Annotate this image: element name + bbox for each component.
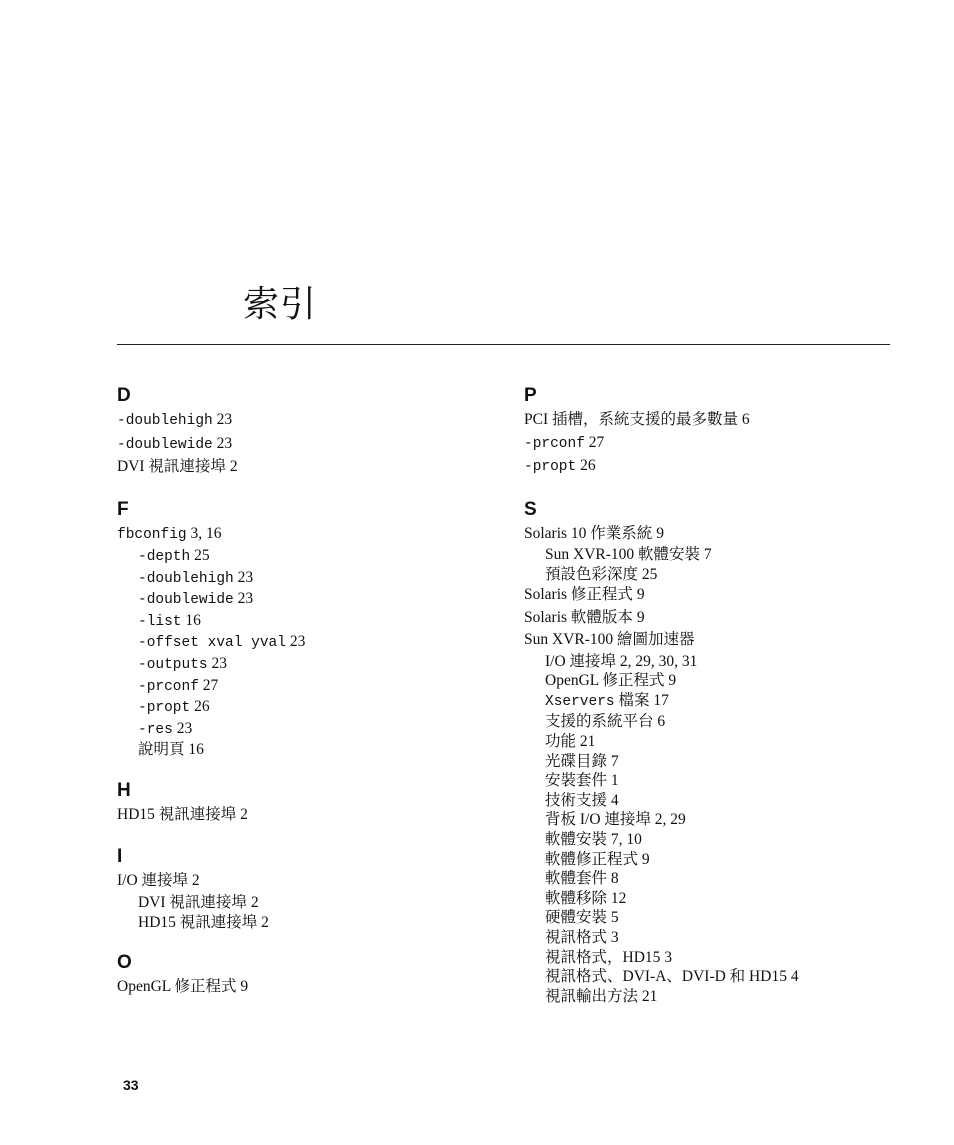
index-page-refs: 23 [237, 568, 254, 586]
index-term: -doublewide [117, 436, 213, 453]
index-section-o [117, 952, 507, 999]
index-page-refs: 4 [610, 791, 619, 809]
index-page-refs: 27 [588, 433, 605, 451]
index-term: -list [138, 613, 182, 630]
index-subentry [524, 889, 944, 909]
index-subentry [117, 546, 507, 568]
index-page-refs: 25 [194, 547, 210, 564]
index-subentry [524, 869, 944, 889]
index-page-refs: 3 [664, 948, 673, 966]
index-page-refs: 23 [216, 411, 233, 428]
index-term: PCI 插槽，系統支援的最多數量 [524, 411, 738, 428]
index-subentry [117, 568, 507, 590]
index-term: Solaris 修正程式 [524, 586, 633, 604]
index-term: 功能 [545, 733, 577, 751]
index-page-refs: 7 [610, 752, 619, 770]
index-term: 視訊格式、DVI-A、DVI-D 和 HD15 [545, 968, 787, 986]
index-page-refs: 6 [657, 713, 666, 731]
index-section-h [117, 780, 507, 827]
index-page-refs: 2 [261, 913, 269, 931]
index-page-refs: 9 [240, 978, 249, 996]
index-term: -doublehigh [117, 413, 213, 429]
index-column-left [117, 385, 507, 1019]
index-term: I/O 連接埠 [117, 872, 189, 890]
index-page-refs: 4 [790, 968, 799, 986]
index-term: 視訊格式，HD15 [545, 948, 661, 966]
index-term: fbconfig [117, 526, 187, 543]
index-subentry [524, 771, 944, 791]
index-term: HD15 視訊連接埠 [117, 805, 237, 823]
index-section-d [117, 385, 507, 479]
index-entry [524, 409, 944, 432]
index-entry [117, 409, 507, 433]
index-term: 軟體移除 [545, 889, 608, 907]
index-subentry [524, 791, 944, 811]
index-subentry [524, 652, 944, 672]
index-term: 技術支援 [545, 791, 608, 809]
index-section-f [117, 499, 507, 760]
index-entry [524, 584, 944, 607]
index-term: 硬體安裝 [545, 909, 608, 927]
index-term: -prconf [524, 435, 585, 452]
index-term: 視訊輸出方法 [545, 987, 639, 1005]
section-letter: P [524, 385, 537, 406]
index-entry [117, 870, 507, 893]
index-subentry [524, 928, 944, 948]
index-term: 說明頁 [138, 741, 185, 759]
index-subentry [524, 732, 944, 752]
index-entry [524, 607, 944, 630]
section-letter: S [524, 498, 537, 520]
index-subentry [117, 632, 507, 654]
index-term: 光碟目錄 [545, 752, 608, 770]
index-term: 視訊格式 [545, 929, 608, 946]
index-term: I/O 連接埠 [545, 652, 617, 670]
index-subentry [524, 850, 944, 870]
index-page-refs: 17 [653, 691, 669, 709]
index-term: OpenGL 修正程式 [117, 978, 237, 996]
index-term: DVI 視訊連接埠 [117, 458, 226, 475]
index-page-refs: 2 [191, 872, 200, 890]
index-page-refs: 25 [641, 565, 658, 583]
index-page-refs: 7, 10 [610, 831, 642, 849]
page-title: 索引 [243, 284, 318, 326]
index-term: DVI 視訊連接埠 [138, 893, 247, 911]
index-subentry [524, 691, 944, 713]
index-page-refs: 23 [216, 434, 233, 452]
index-subentry [524, 752, 944, 772]
index-page-refs: 3 [610, 929, 619, 946]
index-page-refs: 23 [289, 633, 306, 651]
index-page-refs: 16 [185, 611, 201, 629]
index-subentry [117, 719, 507, 741]
index-page-refs: 1 [610, 772, 619, 790]
index-term: Solaris 軟體版本 [524, 608, 633, 626]
index-term-suffix: 檔案 [614, 691, 650, 709]
section-letter: D [117, 385, 131, 406]
index-page-refs: 9 [641, 850, 650, 868]
index-entry [117, 804, 507, 827]
index-page-refs: 26 [194, 698, 210, 716]
index-page-refs: 2 [240, 805, 248, 823]
page-number: 33 [123, 1077, 139, 1093]
index-subentry [524, 830, 944, 850]
index-column-right [524, 385, 944, 1026]
index-subentry [524, 712, 944, 732]
index-term: OpenGL 修正程式 [545, 672, 665, 690]
index-page-refs: 6 [741, 411, 750, 428]
index-subentry [524, 987, 944, 1007]
index-term: 預設色彩深度 [545, 565, 639, 583]
index-page-refs: 3, 16 [190, 524, 222, 542]
index-entry [524, 455, 944, 479]
index-entry [524, 523, 944, 546]
index-page-refs: 23 [176, 719, 193, 737]
index-section-p [524, 385, 944, 479]
index-term: -doublehigh [138, 570, 234, 587]
index-term: Solaris 10 作業系統 [524, 524, 653, 542]
index-subentry [117, 611, 507, 633]
index-page-refs: 9 [668, 672, 677, 690]
index-subentry [117, 654, 507, 676]
index-page-refs: 7 [703, 546, 712, 563]
index-page-refs: 23 [237, 590, 254, 608]
index-term: -outputs [138, 656, 208, 673]
index-entry [117, 523, 507, 547]
index-section-s [524, 499, 944, 1007]
index-subentry [524, 948, 944, 968]
index-page-refs: 21 [641, 987, 658, 1005]
section-letter: F [117, 498, 129, 520]
index-page-refs: 9 [636, 608, 645, 626]
index-term: 軟體修正程式 [545, 850, 639, 868]
index-entry [524, 432, 944, 456]
index-term: -offset xval yval [138, 635, 286, 652]
index-subentry [524, 908, 944, 928]
index-subentry [524, 545, 944, 565]
index-term: Sun XVR-100 繪圖加速器 [524, 631, 695, 649]
index-entry [117, 433, 507, 457]
index-page-refs: 26 [580, 457, 596, 474]
index-page-refs: 2, 29, 30, 31 [619, 652, 698, 670]
index-entry [117, 976, 507, 999]
index-page-refs: 8 [610, 870, 619, 888]
index-entry [524, 629, 944, 652]
index-page-refs: 2 [229, 458, 238, 475]
index-page-refs: 2 [250, 893, 259, 911]
section-letter: O [117, 952, 132, 974]
section-letter: H [117, 779, 131, 801]
index-term: -doublewide [138, 592, 234, 609]
index-subentry [524, 810, 944, 830]
index-subentry [117, 697, 507, 719]
index-subentry [117, 676, 507, 698]
index-page-refs: 12 [610, 889, 627, 907]
index-term: 支援的系統平台 [545, 713, 654, 731]
index-section-i [117, 846, 507, 932]
index-term: 背板 I/O 連接埠 [545, 811, 651, 829]
index-term: 軟體安裝 [545, 831, 608, 849]
index-term: 軟體套件 [545, 870, 608, 888]
index-entry [117, 456, 507, 479]
index-term: -res [138, 721, 173, 738]
index-term: HD15 視訊連接埠 [138, 913, 258, 931]
index-subentry [117, 893, 507, 913]
index-term: -propt [524, 459, 577, 475]
index-page-refs: 2, 29 [654, 811, 686, 829]
index-page-refs: 21 [579, 733, 596, 751]
index-subentry [117, 740, 507, 760]
index-page-refs: 9 [656, 524, 664, 542]
index-subentry [524, 967, 944, 987]
index-term: 安裝套件 [545, 772, 608, 790]
index-page-refs: 23 [211, 654, 227, 672]
section-letter: I [117, 846, 123, 868]
index-subentry [117, 913, 507, 933]
index-page-refs: 27 [202, 676, 219, 694]
index-page-refs: 5 [610, 909, 619, 927]
index-term: -prconf [138, 678, 199, 695]
index-term: -propt [138, 700, 191, 717]
index-term: -depth [138, 549, 191, 565]
index-term: Sun XVR-100 軟體安裝 [545, 546, 701, 563]
index-page-refs: 9 [636, 586, 645, 604]
title-divider [117, 344, 890, 345]
index-page-refs: 16 [188, 741, 204, 759]
index-subentry [117, 589, 507, 611]
index-term: Xservers [545, 693, 615, 710]
index-subentry [524, 565, 944, 585]
index-subentry [524, 671, 944, 691]
